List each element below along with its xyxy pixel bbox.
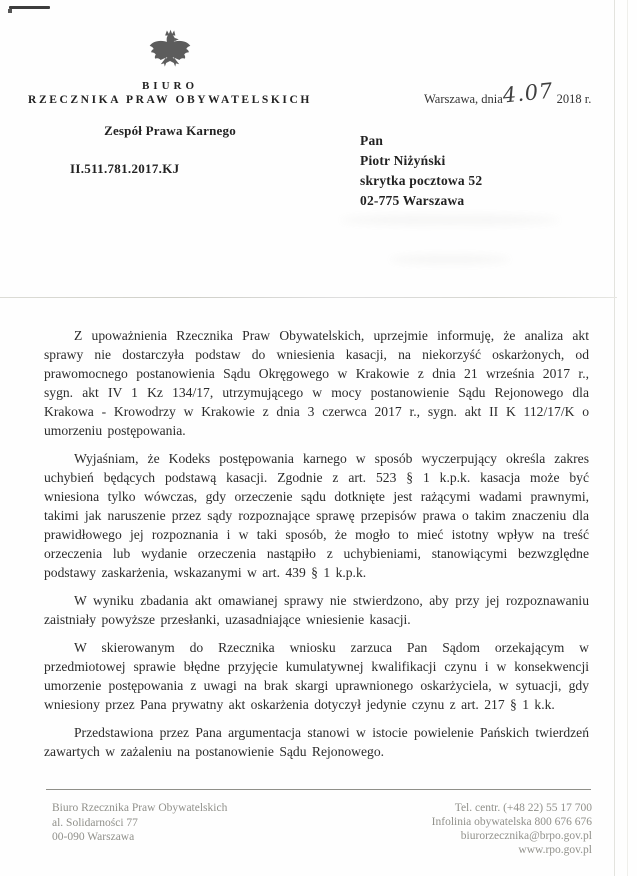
office-name-line2: RZECZNIKA PRAW OBYWATELSKICH bbox=[28, 94, 312, 106]
recipient-line: Piotr Niżyński bbox=[360, 153, 446, 168]
footer-website: www.rpo.gov.pl bbox=[518, 844, 592, 856]
department-name: Zespół Prawa Karnego bbox=[104, 123, 236, 138]
body-paragraph: W wyniku zbadania akt omawianej sprawy nie stwierdzono, aby przy jej rozpoznawaniu zaistniały powyższe przesłanki, uzasadniające wniesienie kasacji. bbox=[44, 593, 589, 627]
ink-bleed-smudge bbox=[390, 255, 510, 264]
footer-email: biurorzecznika@brpo.gov.pl bbox=[460, 830, 592, 842]
paper-edge-line-outer bbox=[627, 0, 628, 876]
recipient-line: Pan bbox=[360, 133, 384, 148]
letterhead bbox=[28, 28, 312, 139]
case-reference-number: II.511.781.2017.KJ bbox=[70, 161, 180, 176]
scan-artifact-line bbox=[9, 6, 50, 9]
office-name-line1: BIURO bbox=[141, 80, 199, 92]
footer-address-line: 00-090 Warszawa bbox=[52, 831, 135, 843]
paper-fold-crease bbox=[0, 297, 617, 298]
footer-address-line: al. Solidarności 77 bbox=[52, 816, 138, 829]
scan-artifact-square bbox=[8, 9, 12, 13]
footer-contact-info bbox=[300, 801, 592, 857]
footer-address-line: Biuro Rzecznika Praw Obywatelskich bbox=[52, 802, 228, 814]
place-date-label: Warszawa, dnia bbox=[424, 92, 503, 106]
body-paragraph: W skierowanym do Rzecznika wniosku zarzuca Pan Sądom orzekającym w przedmiotowej sprawie błędne przyjęcie kumulatywnej kwalifikacji czynu i w konsekwencji umorzenie postępowania z uwagi na brak skargi uprawnionego oskarżyciela, w sytuacji, gdy wniesiony przez Pana prywatny akt oskarżenia dotyczył jedynie czynu z art. 217 § 1 k.k. bbox=[44, 640, 589, 712]
paper-edge-line bbox=[614, 0, 615, 876]
recipient-address-block bbox=[360, 131, 482, 211]
body-paragraph: Wyjaśniam, że Kodeks postępowania karnego w sposób wyczerpujący określa zakres uchybień będących podstawą kasacji. Zgodnie z art. 523 § 1 k.p.k. kasacja może być wniesiona tylko wówczas, gdy orzeczenie sądu dotknięte jest rażącymi wadami prawnymi, takimi jak naruszenie przez sądy rozpoznające sprawę przepisów prawa o takim znaczeniu dla prawidłowego jej rozpoznania i w taki sposób, że mogło to mieć istotny wpływ na treść orzeczenia lub wydanie orzeczenia nastąpiło z uchybieniami, stanowiącymi bezwzględne podstawy zaskarżenia, wskazanymi w art. 439 § 1 k.p.k. bbox=[44, 451, 589, 580]
footer-hotline: Infolinia obywatelska 800 676 676 bbox=[431, 816, 592, 828]
footer-divider bbox=[46, 789, 591, 790]
recipient-line: 02-775 Warszawa bbox=[360, 193, 465, 208]
letter-body bbox=[44, 326, 589, 770]
recipient-line: skrytka pocztowa 52 bbox=[360, 173, 483, 188]
body-paragraph: Z upoważnienia Rzecznika Praw Obywatelskich, uprzejmie informuję, że analiza akt sprawy nie dostarczyła podstaw do wniesienia kasacji, na niekorzyść oskarżonych, od prawomocnego postanowienia Sądu Okręgowego w Krakowie z dnia 21 września 2017 r., sygn. akt IV 1 Kz 134/17, utrzymującego w mocy postanowienie Sądu Rejonowego dla Krakowa - Krowodrzy w Krakowie z dnia 3 czerwca 2017 r., sygn. akt II K 112/17/K o umorzeniu postępowania. bbox=[44, 328, 589, 438]
place-and-date bbox=[424, 78, 614, 108]
ink-bleed-smudge bbox=[340, 215, 560, 225]
footer-office-address bbox=[52, 801, 227, 845]
handwritten-date: 4.07 bbox=[501, 78, 555, 108]
date-year: 2018 r. bbox=[556, 92, 592, 106]
polish-eagle-emblem bbox=[147, 28, 193, 76]
footer-phone: Tel. centr. (+48 22) 55 17 700 bbox=[454, 802, 592, 814]
body-paragraph: Przedstawiona przez Pana argumentacja stanowi w istocie powielenie Pańskich twierdzeń zawartych w zażaleniu na postanowienie Sądu Rejonowego. bbox=[44, 725, 589, 759]
